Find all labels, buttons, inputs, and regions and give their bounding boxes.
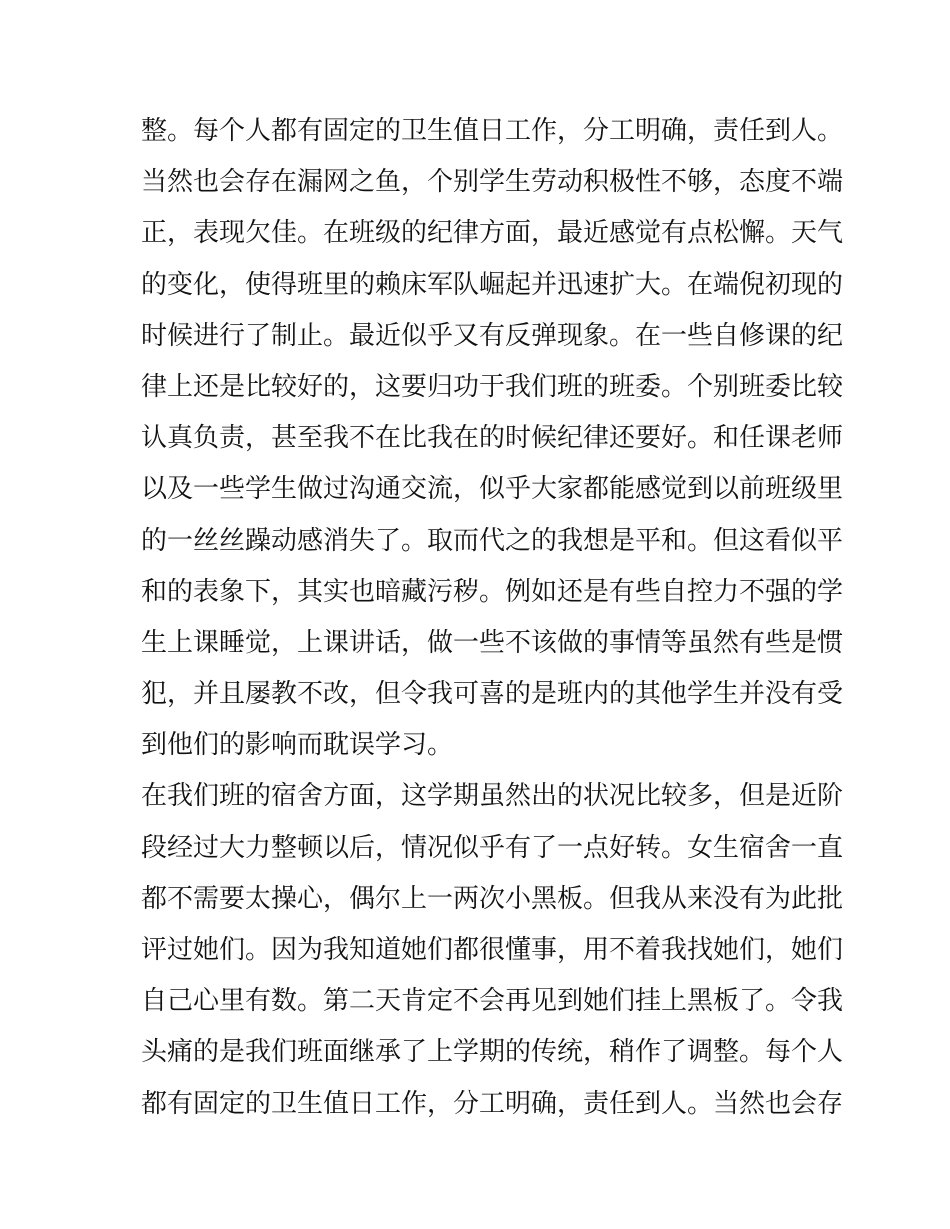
text-line: 头痛的是我们班面继承了上学期的传统，稍作了调整。每个人 <box>141 1037 844 1068</box>
text-line: 评过她们。因为我知道她们都很懂事，用不着我找她们，她们 <box>141 935 844 965</box>
text-line: 当然也会存在漏网之鱼，个别学生劳动积极性不够，态度不端 <box>141 167 844 198</box>
text-line: 犯，并且屡教不改，但令我可喜的是班内的其他学生并没有受 <box>141 679 844 710</box>
text-line: 在我们班的宿舍方面，这学期虽然出的状况比较多，但是近阶 <box>141 781 844 812</box>
text-line: 和的表象下，其实也暗藏污秽。例如还是有些自控力不强的学 <box>141 576 844 607</box>
text-line: 到他们的影响而耽误学习。 <box>141 730 454 761</box>
body-text <box>141 106 844 1130</box>
text-line: 段经过大力整顿以后，情况似乎有了一点好转。女生宿舍一直 <box>141 832 844 863</box>
text-line: 时候进行了制止。最近似乎又有反弹现象。在一些自修课的纪 <box>141 320 844 351</box>
text-line: 律上还是比较好的，这要归功于我们班的班委。个别班委比较 <box>141 371 844 402</box>
text-line: 都有固定的卫生值日工作，分工明确，责任到人。当然也会存 <box>141 1088 844 1119</box>
text-line: 都不需要太操心，偶尔上一两次小黑板。但我从来没有为此批 <box>141 883 844 914</box>
text-line: 正，表现欠佳。在班级的纪律方面，最近感觉有点松懈。天气 <box>141 218 844 249</box>
text-line: 自己心里有数。第二天肯定不会再见到她们挂上黑板了。令我 <box>141 986 844 1017</box>
text-line: 生上课睡觉，上课讲话，做一些不该做的事情等虽然有些是惯 <box>141 627 844 658</box>
text-line: 整。每个人都有固定的卫生值日工作，分工明确，责任到人。 <box>141 116 844 146</box>
text-line: 的一丝丝躁动感消失了。取而代之的我想是平和。但这看似平 <box>141 525 844 556</box>
text-line: 认真负责，甚至我不在比我在的时候纪律还要好。和任课老师 <box>141 423 844 454</box>
text-line: 的变化，使得班里的赖床军队崛起并迅速扩大。在端倪初现的 <box>141 269 844 300</box>
text-line: 以及一些学生做过沟通交流，似乎大家都能感觉到以前班级里 <box>141 474 844 505</box>
